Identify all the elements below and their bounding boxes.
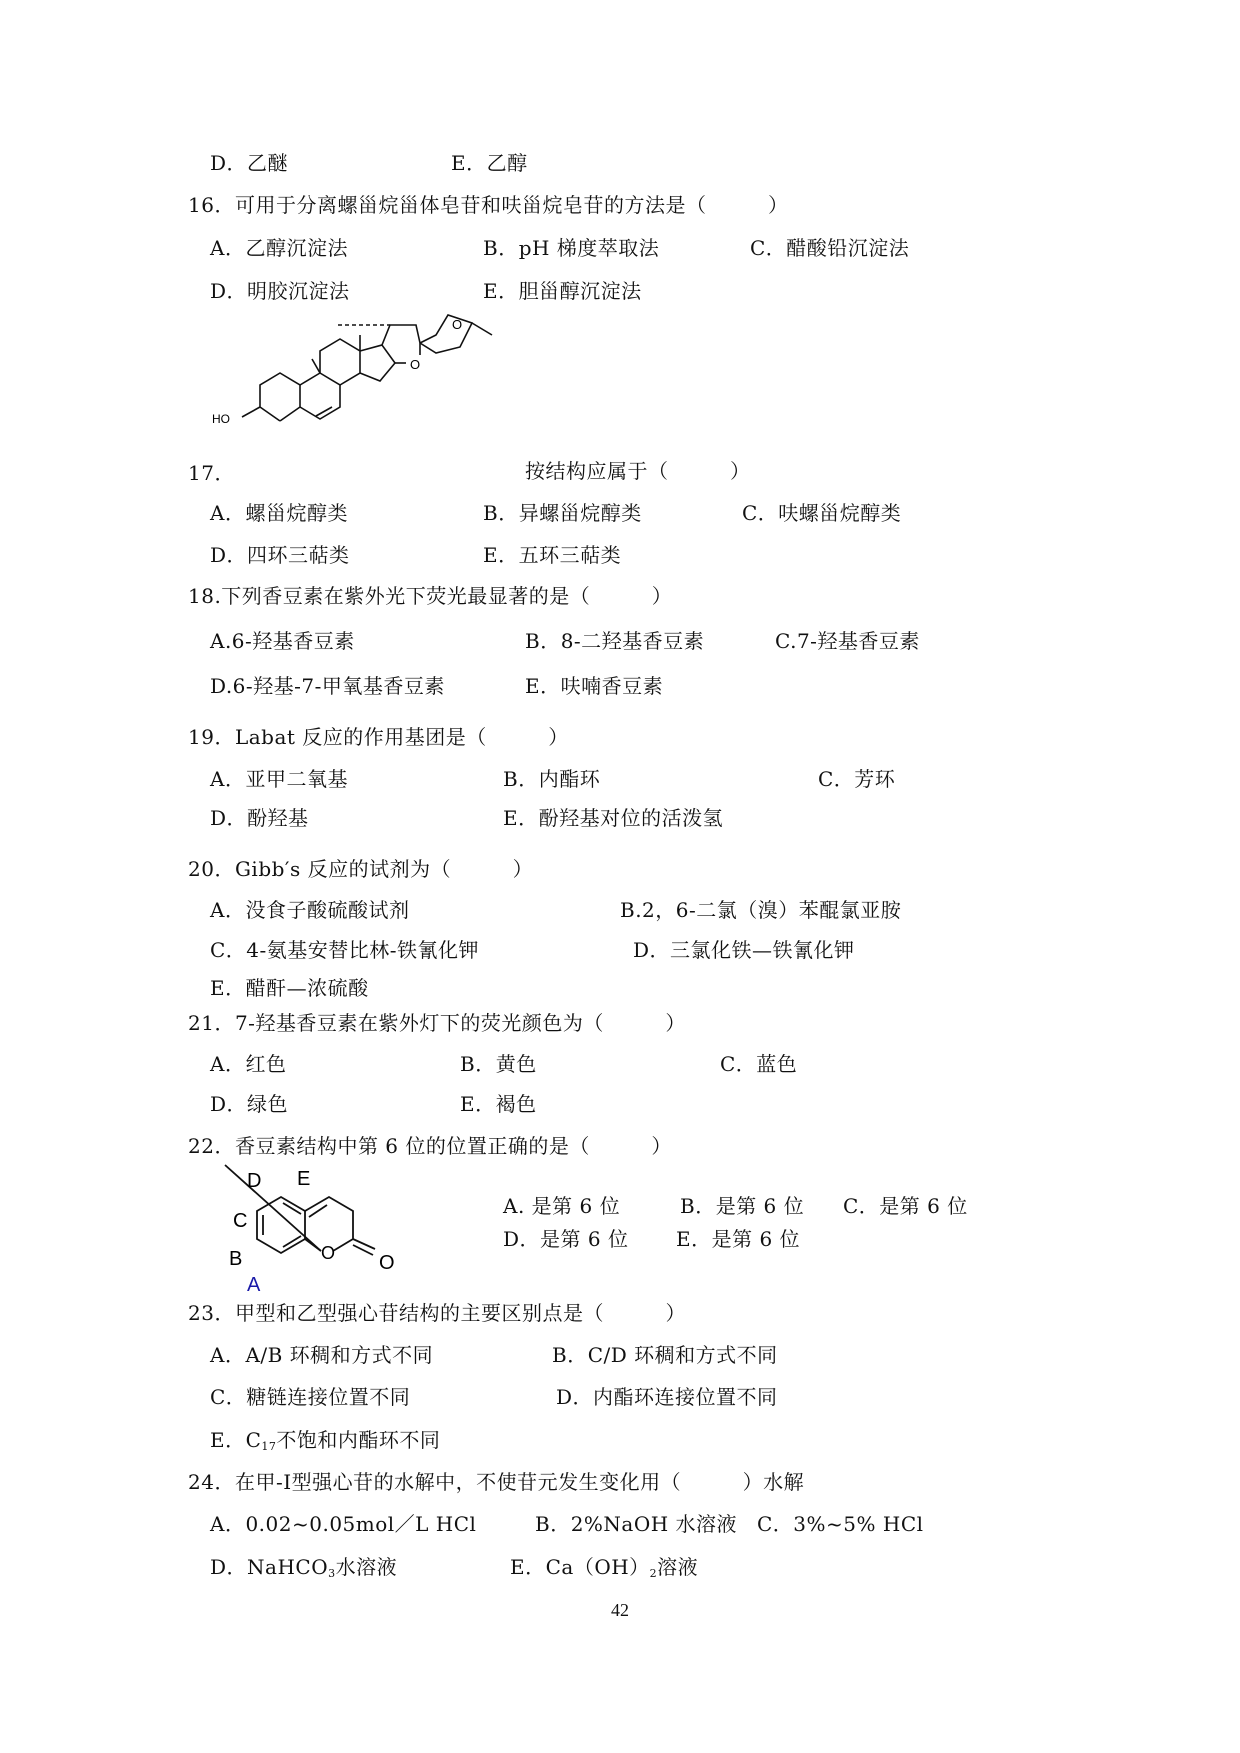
q17-number: 17． <box>188 461 235 485</box>
q21-option-e: E．褐色 <box>460 1092 537 1116</box>
q18-option-e: E．呋喃香豆素 <box>525 674 664 698</box>
coumarin-label-c: C <box>233 1210 248 1232</box>
q15-option-e: E．乙醇 <box>451 151 528 175</box>
q18-option-c: C.7-羟基香豆素 <box>775 629 920 653</box>
q22-option-d: D．是第 6 位 <box>503 1227 629 1251</box>
q20-question: 20．Gibb′s 反应的试剂为（ ） <box>188 857 534 881</box>
coumarin-label-b: B <box>229 1248 243 1270</box>
q21-option-d: D．绿色 <box>210 1092 289 1116</box>
q22-option-e: E．是第 6 位 <box>676 1227 801 1251</box>
q23-option-e-suffix: 不饱和内酯环不同 <box>276 1428 441 1452</box>
q17-option-e: E．五环三萜类 <box>483 543 622 567</box>
struct-o-label-1: O <box>410 357 421 372</box>
q23-option-e-subscript: 17 <box>261 1440 277 1453</box>
q23-option-b: B．C/D 环稠和方式不同 <box>552 1343 778 1367</box>
q16-option-d: D．明胶沉淀法 <box>210 279 350 303</box>
page-number: 42 <box>611 1600 629 1620</box>
q19-question: 19．Labat 反应的作用基团是（ ） <box>188 725 569 749</box>
q20-option-b: B.2，6-二氯（溴）苯醌氯亚胺 <box>620 898 902 922</box>
q16-option-b: B．pH 梯度萃取法 <box>483 236 660 260</box>
struct-ho-label: HO <box>212 412 230 426</box>
q24-option-d-subscript: 3 <box>328 1567 336 1580</box>
q24-question: 24．在甲-Ⅰ型强心苷的水解中，不使苷元发生变化用（ ）水解 <box>188 1470 805 1494</box>
q20-option-a: A．没食子酸硫酸试剂 <box>210 898 410 922</box>
q23-option-c: C．糖链连接位置不同 <box>210 1385 411 1409</box>
q22-option-b: B．是第 6 位 <box>680 1194 805 1218</box>
q23-option-d: D．内酯环连接位置不同 <box>556 1385 778 1409</box>
q24-option-d-prefix: D．NaHCO <box>210 1555 329 1579</box>
coumarin-structure-diagram <box>225 1165 430 1295</box>
q21-option-a: A．红色 <box>210 1052 287 1076</box>
q16-question: 16．可用于分离螺甾烷甾体皂苷和呋甾烷皂苷的方法是（ ） <box>188 193 789 217</box>
q21-option-c: C．蓝色 <box>720 1052 798 1076</box>
q19-option-b: B．内酯环 <box>503 767 601 791</box>
q23-option-e <box>210 1427 440 1460</box>
q18-option-a: A.6-羟基香豆素 <box>210 629 355 653</box>
q17-option-b: B．异螺甾烷醇类 <box>483 501 642 525</box>
q24-option-e-prefix: E．Ca（OH） <box>510 1555 650 1579</box>
q16-option-a: A．乙醇沉淀法 <box>210 236 348 260</box>
q19-option-a: A．亚甲二氧基 <box>210 767 348 791</box>
q20-option-d: D．三氯化铁—铁氰化钾 <box>633 938 855 962</box>
coumarin-label-a: A <box>247 1274 261 1296</box>
coumarin-carbonyl-oxygen: O <box>379 1252 395 1274</box>
q24-option-a: A．0.02~0.05mol／L HCl <box>210 1512 477 1536</box>
q24-option-d-suffix: 水溶液 <box>335 1555 398 1579</box>
q15-option-d: D．乙醚 <box>210 151 289 175</box>
q17-question: 按结构应属于（ ） <box>525 459 751 483</box>
q17-option-c: C．呋螺甾烷醇类 <box>742 501 902 525</box>
q19-option-d: D．酚羟基 <box>210 806 309 830</box>
coumarin-ring-oxygen: O <box>321 1243 336 1263</box>
q20-option-e: E．醋酐—浓硫酸 <box>210 976 369 1000</box>
q16-option-e: E．胆甾醇沉淀法 <box>483 279 642 303</box>
q23-option-e-prefix: E．C <box>210 1428 262 1452</box>
q24-option-e <box>510 1554 698 1587</box>
coumarin-label-e: E <box>297 1168 311 1190</box>
q21-question: 21．7-羟基香豆素在紫外灯下的荧光颜色为（ ） <box>188 1011 686 1035</box>
q24-option-c: C．3%~5% HCl <box>757 1512 924 1536</box>
q22-question: 22．香豆素结构中第 6 位的位置正确的是（ ） <box>188 1134 672 1158</box>
q23-question: 23．甲型和乙型强心苷结构的主要区别点是（ ） <box>188 1301 686 1325</box>
q24-option-e-subscript: 2 <box>649 1567 658 1580</box>
q24-option-e-suffix: 溶液 <box>657 1555 699 1579</box>
q23-option-a: A．A/B 环稠和方式不同 <box>210 1343 434 1367</box>
q16-option-c: C．醋酸铅沉淀法 <box>750 236 910 260</box>
q17-option-d: D．四环三萜类 <box>210 543 350 567</box>
q20-option-c: C．4-氨基安替比林-铁氰化钾 <box>210 938 480 962</box>
q17-option-a: A．螺甾烷醇类 <box>210 501 348 525</box>
coumarin-label-d: D <box>247 1170 262 1192</box>
q18-option-d: D.6-羟基-7-甲氧基香豆素 <box>210 674 445 698</box>
q24-option-d <box>210 1554 397 1587</box>
struct-o-label-2: O <box>452 317 463 332</box>
q18-option-b: B．8-二羟基香豆素 <box>525 629 705 653</box>
q24-option-b: B．2%NaOH 水溶液 <box>535 1512 738 1536</box>
q22-option-a: A. 是第 6 位 <box>503 1194 621 1218</box>
spirostanol-structure-diagram <box>212 315 540 480</box>
q21-option-b: B．黄色 <box>460 1052 537 1076</box>
q19-option-c: C．芳环 <box>818 767 896 791</box>
q22-option-c: C．是第 6 位 <box>843 1194 968 1218</box>
q19-option-e: E．酚羟基对位的活泼氢 <box>503 806 724 830</box>
q18-question: 18.下列香豆素在紫外光下荧光最显著的是（ ） <box>188 584 673 608</box>
